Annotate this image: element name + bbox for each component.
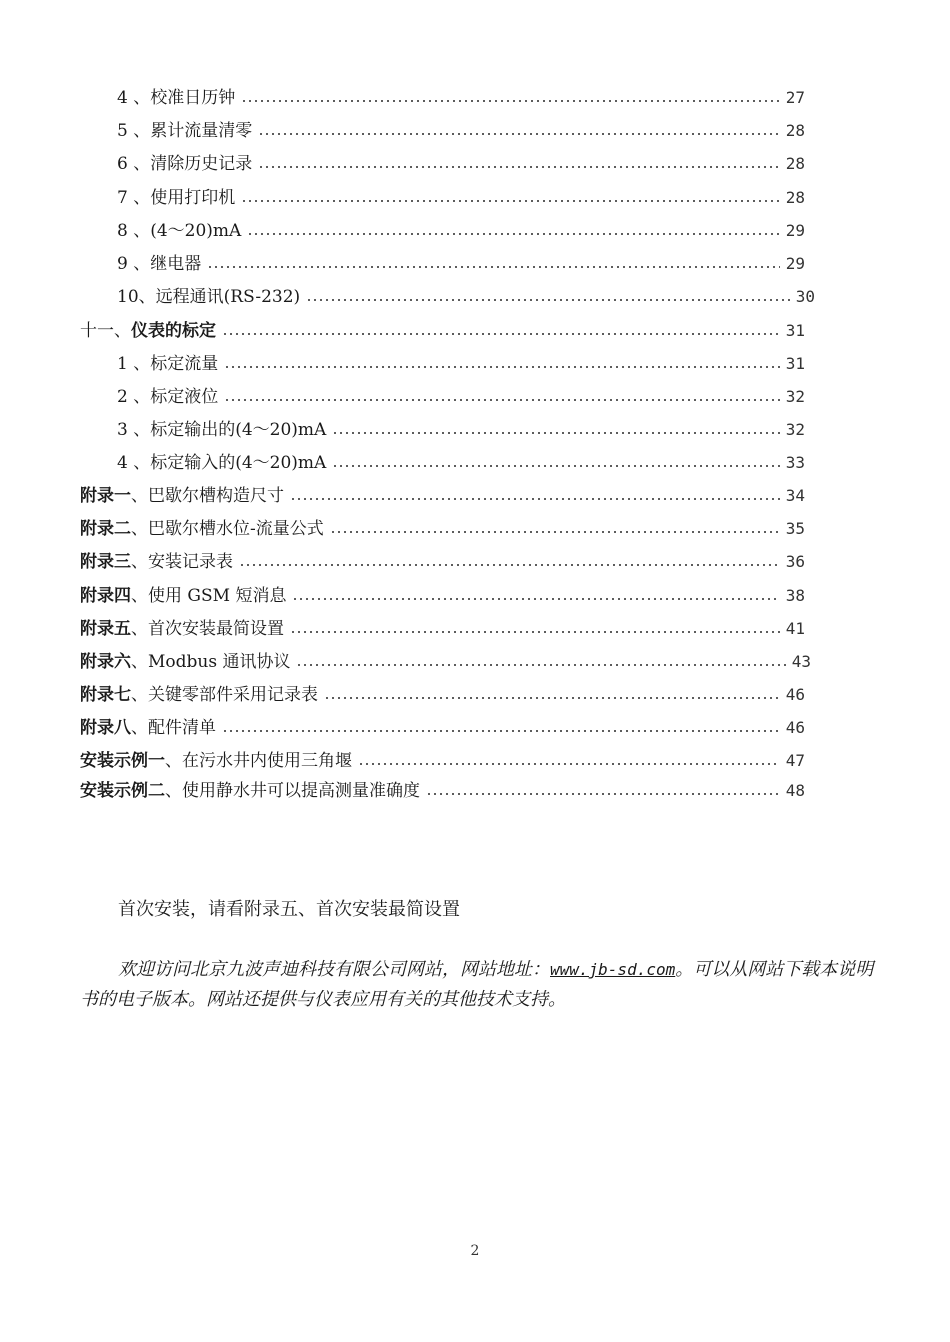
toc-entry-title: 9 、继电器 bbox=[117, 254, 202, 274]
toc-example-number: 安装示例二 bbox=[80, 781, 165, 801]
toc-page-number: 47 bbox=[785, 751, 805, 770]
toc-appendix-title: 、首次安装最简设置 bbox=[131, 619, 284, 639]
toc-entry[interactable] bbox=[117, 351, 805, 377]
toc-appendix-entry[interactable] bbox=[80, 583, 805, 609]
toc-entry-title bbox=[80, 682, 318, 708]
toc-entry-title: 1 、标定流量 bbox=[117, 354, 219, 374]
toc-page-number: 28 bbox=[785, 154, 805, 173]
toc-chapter-title: 仪表的标定 bbox=[131, 321, 216, 341]
toc-example-number: 安装示例一 bbox=[80, 751, 165, 771]
toc-appendix-title: 、关键零部件采用记录表 bbox=[131, 685, 318, 705]
toc-page-number: 46 bbox=[785, 685, 805, 704]
toc-page-number: 29 bbox=[785, 221, 805, 240]
toc-entry-title: 8 、(4～20)mA bbox=[117, 221, 242, 241]
toc-appendix-entry[interactable] bbox=[80, 516, 805, 542]
toc-appendix-entry[interactable] bbox=[80, 483, 805, 509]
toc-chapter-number: 十一、 bbox=[80, 321, 131, 341]
toc-leader-dots bbox=[241, 185, 780, 211]
toc-page-number: 33 bbox=[785, 453, 805, 472]
toc-appendix-title: 、使用 GSM 短消息 bbox=[131, 586, 287, 606]
toc-leader-dots bbox=[222, 715, 780, 741]
toc-leader-dots bbox=[224, 351, 780, 377]
toc-entry[interactable] bbox=[117, 450, 805, 476]
toc-entry-title bbox=[80, 583, 286, 609]
toc-entry[interactable] bbox=[117, 118, 805, 144]
website-paragraph bbox=[80, 955, 880, 1015]
toc-entry[interactable] bbox=[117, 218, 805, 244]
toc-page-number: 28 bbox=[785, 188, 805, 207]
toc-example-title: 、使用静水井可以提高测量准确度 bbox=[165, 781, 420, 801]
toc-entry-title bbox=[80, 649, 290, 675]
toc-appendix-number: 附录四 bbox=[80, 586, 131, 606]
toc-page-number: 27 bbox=[785, 88, 805, 107]
toc-page-number: 43 bbox=[791, 652, 811, 671]
toc-leader-dots bbox=[290, 483, 780, 509]
toc-leader-dots bbox=[426, 778, 780, 804]
toc-appendix-title: 、配件清单 bbox=[131, 718, 216, 738]
toc-page-number: 34 bbox=[785, 486, 805, 505]
toc-entry[interactable] bbox=[117, 251, 805, 277]
toc-page-number: 36 bbox=[785, 552, 805, 571]
toc-page-number: 35 bbox=[785, 519, 805, 538]
toc-example-title: 、在污水井内使用三角堰 bbox=[165, 751, 352, 771]
toc-appendix-title: 、巴歇尔槽水位-流量公式 bbox=[131, 519, 324, 539]
toc-page-number: 28 bbox=[785, 121, 805, 140]
toc-page-number: 31 bbox=[785, 354, 805, 373]
toc-appendix-entry[interactable] bbox=[80, 682, 805, 708]
toc-entry-title bbox=[80, 483, 284, 509]
toc-entry-title: 6 、清除历史记录 bbox=[117, 154, 253, 174]
toc-leader-dots bbox=[306, 284, 790, 310]
toc-appendix-entry[interactable] bbox=[80, 616, 805, 642]
toc-entry-title: 2 、标定液位 bbox=[117, 387, 219, 407]
toc-leader-dots bbox=[358, 748, 780, 774]
toc-entry[interactable] bbox=[117, 185, 805, 211]
toc-leader-dots bbox=[224, 384, 780, 410]
toc-page-number: 41 bbox=[785, 619, 805, 638]
toc-leader-dots bbox=[207, 251, 780, 277]
toc-appendix-title: 、Modbus 通讯协议 bbox=[131, 652, 291, 672]
page-number: 2 bbox=[470, 1243, 480, 1259]
toc-appendix-entry[interactable] bbox=[80, 715, 805, 741]
toc-entry-title: 5 、累计流量清零 bbox=[117, 121, 253, 141]
toc-example-entry[interactable] bbox=[80, 778, 805, 804]
toc-leader-dots bbox=[222, 318, 780, 344]
toc-leader-dots bbox=[324, 682, 780, 708]
toc-entry-title bbox=[80, 616, 284, 642]
toc-leader-dots bbox=[330, 516, 780, 542]
paragraph-text-before: 欢迎访问北京九波声迪科技有限公司网站，网站地址： bbox=[118, 959, 550, 980]
toc-leader-dots bbox=[332, 450, 779, 476]
toc-entry-title: 4 、校准日历钟 bbox=[117, 88, 236, 108]
toc-entry[interactable] bbox=[117, 284, 815, 310]
toc-appendix-title: 、巴歇尔槽构造尺寸 bbox=[131, 486, 284, 506]
toc-leader-dots bbox=[247, 218, 779, 244]
toc-entry[interactable] bbox=[117, 151, 805, 177]
toc-leader-dots bbox=[258, 151, 780, 177]
toc-entry-title: 3 、标定输出的(4～20)mA bbox=[117, 420, 327, 440]
toc-appendix-number: 附录二 bbox=[80, 519, 131, 539]
toc-page-number: 32 bbox=[785, 420, 805, 439]
toc-entry-title: 10、远程通讯(RS-232) bbox=[117, 287, 301, 307]
toc-chapter-entry[interactable] bbox=[80, 318, 805, 344]
first-install-note: 首次安装，请看附录五、首次安装最简设置 bbox=[118, 899, 460, 920]
toc-appendix-number: 附录六 bbox=[80, 652, 131, 672]
toc-page-number: 38 bbox=[785, 586, 805, 605]
toc-page-number: 29 bbox=[785, 254, 805, 273]
toc-page-number: 48 bbox=[785, 781, 805, 800]
toc-entry-title bbox=[80, 516, 324, 542]
toc-leader-dots bbox=[241, 85, 780, 111]
toc-page-number: 31 bbox=[785, 321, 805, 340]
toc-appendix-title: 、安装记录表 bbox=[131, 552, 233, 572]
paragraph-text-after: 。可以从网站下载本说明书的电子版本。网站还提供与仪表应用有关的其他技术支持。 bbox=[80, 959, 874, 1010]
toc-appendix-number: 附录一 bbox=[80, 486, 131, 506]
toc-entry[interactable] bbox=[117, 85, 805, 111]
toc-leader-dots bbox=[332, 417, 779, 443]
toc-appendix-number: 附录七 bbox=[80, 685, 131, 705]
toc-page-number: 32 bbox=[785, 387, 805, 406]
toc-leader-dots bbox=[292, 583, 779, 609]
toc-entry-title: 7 、使用打印机 bbox=[117, 188, 236, 208]
toc-entry-title bbox=[80, 318, 216, 344]
toc-example-entry[interactable] bbox=[80, 748, 805, 774]
toc-entry-title bbox=[80, 715, 216, 741]
toc-leader-dots bbox=[258, 118, 780, 144]
toc-leader-dots bbox=[239, 549, 780, 575]
toc-leader-dots bbox=[290, 616, 780, 642]
toc-leader-dots bbox=[296, 649, 785, 675]
toc-entry[interactable] bbox=[117, 384, 805, 410]
toc-entry-title bbox=[80, 778, 420, 804]
toc-appendix-number: 附录八 bbox=[80, 718, 131, 738]
toc-page-number: 46 bbox=[785, 718, 805, 737]
toc-appendix-entry[interactable] bbox=[80, 549, 805, 575]
toc-entry-title bbox=[80, 549, 233, 575]
toc-page-number: 30 bbox=[795, 287, 815, 306]
toc-appendix-entry[interactable] bbox=[80, 649, 811, 675]
toc-entry[interactable] bbox=[117, 417, 805, 443]
toc-appendix-number: 附录五 bbox=[80, 619, 131, 639]
toc-appendix-number: 附录三 bbox=[80, 552, 131, 572]
website-link[interactable]: www.jb-sd.com bbox=[550, 960, 676, 979]
toc-entry-title: 4 、标定输入的(4～20)mA bbox=[117, 453, 327, 473]
toc-entry-title bbox=[80, 748, 352, 774]
